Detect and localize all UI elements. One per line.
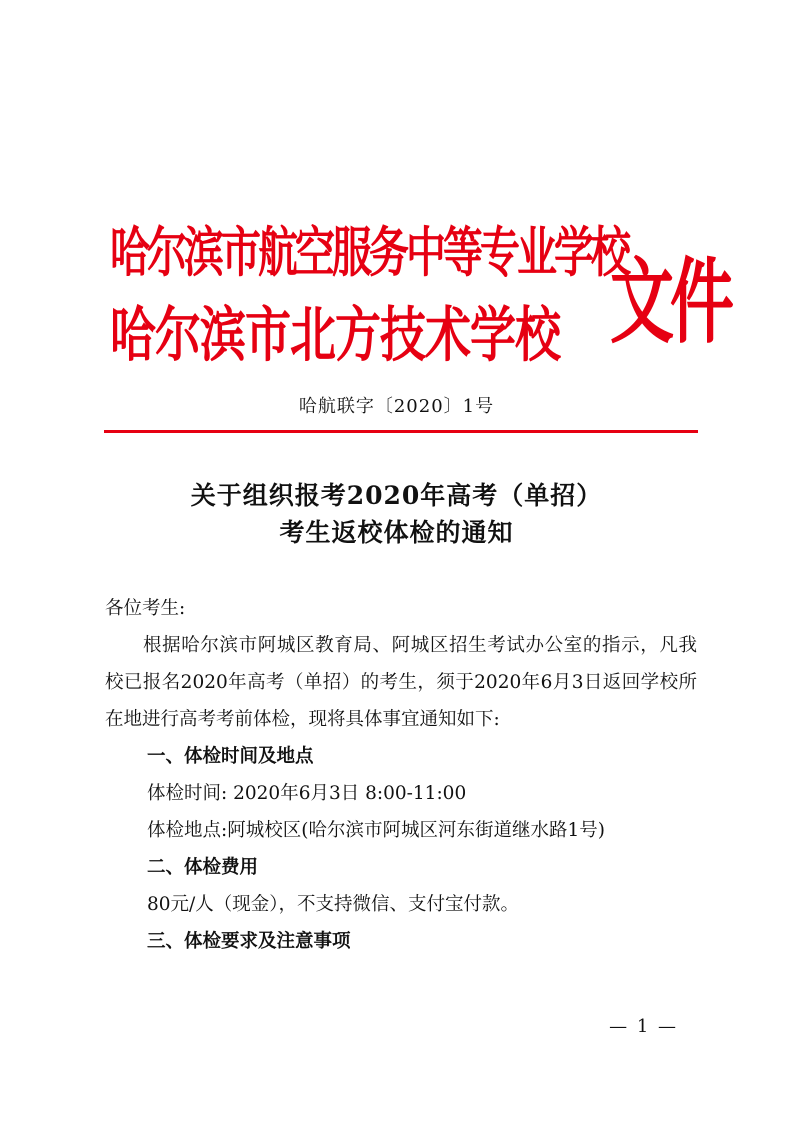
exam-fee: 80元/人（现金），不支持微信、支付宝付款。	[147, 894, 520, 915]
salutation: 各位考生:	[105, 598, 186, 619]
exam-location: 体检地点:阿城校区(哈尔滨市阿城区河东街道继水路1号)	[147, 820, 605, 841]
red-divider-line	[104, 430, 698, 433]
section-3-heading: 三、体检要求及注意事项	[147, 931, 351, 952]
notice-body	[105, 590, 697, 960]
issuer-name-line-2: 哈尔滨市北方技术学校	[110, 299, 560, 370]
exam-time: 体检时间: 2020年6月3日 8:00-11:00	[147, 783, 467, 804]
notice-title-line-1: 关于组织报考2020年高考（单招）	[190, 481, 603, 510]
intro-paragraph: 根据哈尔滨市阿城区教育局、阿城区招生考试办公室的指示，凡我校已报名2020年高考（单招）的考生，须于2020年6月3日返回学校所在地进行高考考前体检，现将具体事宜通知如下:	[105, 635, 697, 730]
document-number: 哈航联字〔2020〕1号	[298, 396, 495, 417]
red-masthead	[110, 210, 730, 370]
section-1-heading: 一、体检时间及地点	[147, 746, 314, 767]
notice-title-line-2: 考生返校体检的通知	[279, 518, 514, 547]
issuer-name-line-1: 哈尔滨市航空服务中等专业学校	[110, 222, 628, 285]
section-2-heading: 二、体检费用	[147, 857, 259, 878]
page-number: — 1 —	[609, 1016, 678, 1037]
document-label: 文件	[610, 249, 730, 358]
